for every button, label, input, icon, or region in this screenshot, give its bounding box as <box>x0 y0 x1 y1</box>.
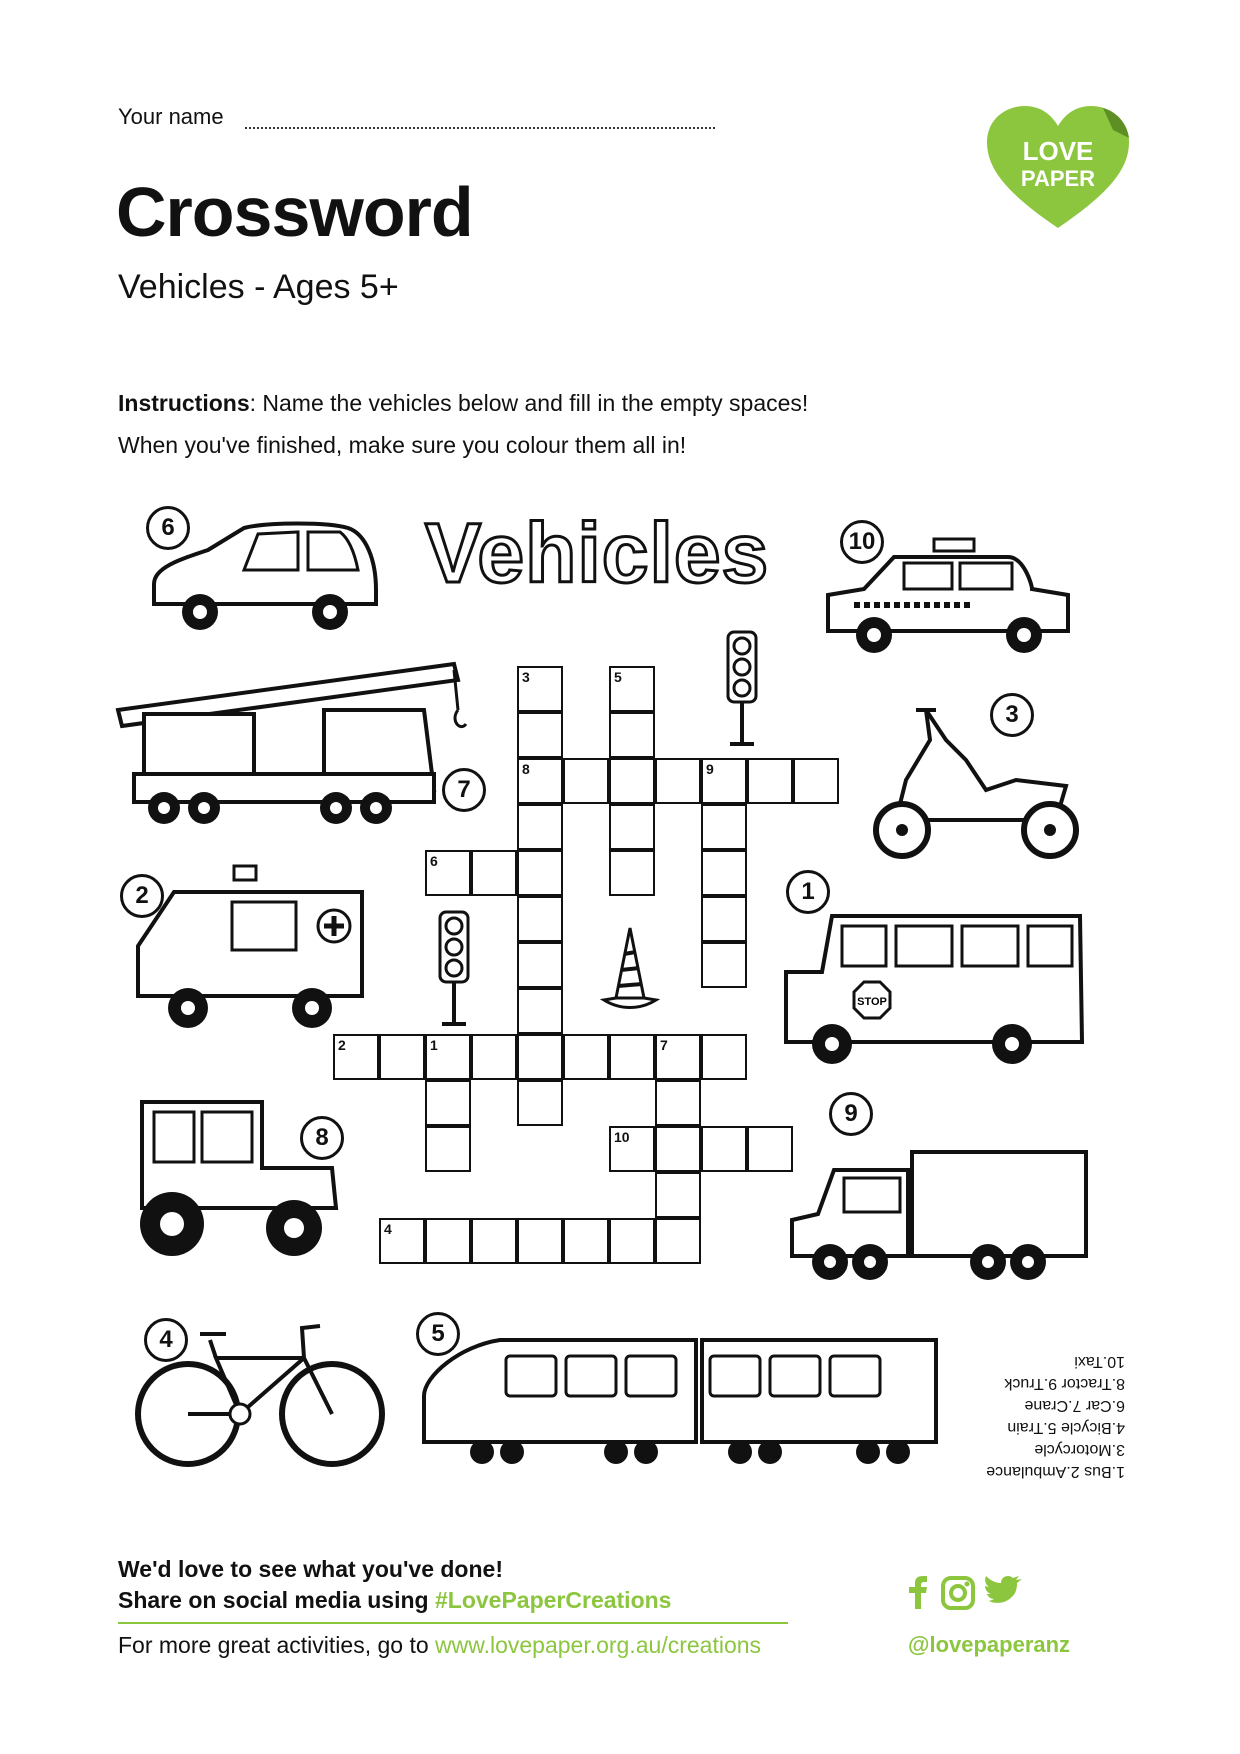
clue-number: 9 <box>706 761 714 777</box>
instructions-line-1 <box>118 390 808 417</box>
clue-number: 3 <box>522 669 530 685</box>
crossword-cell[interactable] <box>517 1034 563 1080</box>
crossword-cell[interactable] <box>517 896 563 942</box>
crossword-cell[interactable] <box>609 850 655 896</box>
crossword-cell[interactable] <box>609 1126 655 1172</box>
instructions-line-2: When you've finished, make sure you colour them all in! <box>118 432 687 458</box>
crossword-cell[interactable] <box>425 1126 471 1172</box>
truck-illustration <box>788 1150 1090 1284</box>
clue-number: 1 <box>430 1037 438 1053</box>
crossword-cell[interactable] <box>655 1172 701 1218</box>
crossword-cell[interactable] <box>701 758 747 804</box>
badge-bicycle: 4 <box>144 1318 188 1362</box>
answer-key <box>955 1350 1125 1482</box>
clue-number: 6 <box>430 853 438 869</box>
crossword-cell[interactable] <box>517 1080 563 1126</box>
crossword-cell[interactable] <box>563 758 609 804</box>
crossword-cell[interactable] <box>609 712 655 758</box>
crossword-cell[interactable] <box>425 850 471 896</box>
answer-line: 4.Bicycle 5.Train <box>1007 1419 1125 1436</box>
clue-number: 4 <box>384 1221 392 1237</box>
crossword-cell[interactable] <box>333 1034 379 1080</box>
crossword-cell[interactable] <box>609 666 655 712</box>
crossword-cell[interactable] <box>701 850 747 896</box>
crossword-cell[interactable] <box>609 758 655 804</box>
crossword-cell[interactable] <box>701 942 747 988</box>
crossword-cell[interactable] <box>747 1126 793 1172</box>
crossword-cell[interactable] <box>563 1034 609 1080</box>
answer-line: 6.Car 7.Crane <box>1024 1397 1125 1414</box>
page-title: Crossword <box>116 173 473 251</box>
footer-hashtag: #LovePaperCreations <box>434 1587 672 1613</box>
footer-share-text: Share on social media using <box>118 1587 435 1613</box>
crossword-cell[interactable] <box>517 1218 563 1264</box>
crossword-cell[interactable] <box>379 1218 425 1264</box>
instructions-text: : Name the vehicles below and fill in the empty spaces! <box>249 390 809 416</box>
badge-bus: 1 <box>786 870 830 914</box>
train-illustration <box>420 1336 940 1466</box>
crossword-cell[interactable] <box>517 666 563 712</box>
crossword-cell[interactable] <box>517 942 563 988</box>
name-label: Your name <box>118 104 224 129</box>
clue-number: 10 <box>614 1129 630 1145</box>
crossword-cell[interactable] <box>563 1218 609 1264</box>
badge-motorcycle: 3 <box>990 693 1034 737</box>
crossword-cell[interactable] <box>517 850 563 896</box>
badge-taxi: 10 <box>840 520 884 564</box>
crossword-cell[interactable] <box>379 1034 425 1080</box>
badge-tractor: 8 <box>300 1116 344 1160</box>
badge-truck: 9 <box>829 1092 873 1136</box>
motorcycle-illustration <box>866 700 1086 860</box>
social-icons <box>905 1575 1025 1611</box>
crossword-cell[interactable] <box>425 1080 471 1126</box>
twitter-icon <box>985 1576 1022 1603</box>
crossword-cell[interactable] <box>471 1034 517 1080</box>
crossword-cell[interactable] <box>793 758 839 804</box>
footer-more-text: For more great activities, go to <box>118 1632 436 1658</box>
stop-sign-text: STOP <box>857 996 887 1008</box>
answer-line: 8.Tractor 9.Truck <box>1004 1375 1125 1392</box>
clue-number: 7 <box>660 1037 668 1053</box>
crossword-cell[interactable] <box>655 1080 701 1126</box>
crossword-cell[interactable] <box>517 758 563 804</box>
answer-line: 3.Motorcycle <box>1034 1441 1125 1458</box>
crossword-cell[interactable] <box>701 804 747 850</box>
badge-car: 6 <box>146 506 190 550</box>
crossword-cell[interactable] <box>425 1218 471 1264</box>
traffic-cone-icon <box>600 924 660 1010</box>
answer-line: 1.Bus 2.Ambulance <box>986 1463 1125 1480</box>
crossword-cell[interactable] <box>747 758 793 804</box>
social-handle[interactable]: @lovepaperanz <box>908 1632 1071 1657</box>
footer-line-2 <box>118 1587 671 1614</box>
traffic-light-icon <box>436 910 472 1028</box>
love-paper-logo <box>985 104 1131 232</box>
crossword-cell[interactable] <box>517 804 563 850</box>
instagram-icon <box>943 1578 973 1608</box>
traffic-light-icon <box>724 630 760 748</box>
name-field[interactable] <box>245 127 715 129</box>
crossword-cell[interactable] <box>701 896 747 942</box>
bus-illustration <box>782 912 1087 1067</box>
crossword-cell[interactable] <box>701 1126 747 1172</box>
badge-crane: 7 <box>442 768 486 812</box>
crossword-cell[interactable] <box>655 1218 701 1264</box>
crossword-cell[interactable] <box>517 988 563 1034</box>
crossword-cell[interactable] <box>655 1034 701 1080</box>
crossword-cell[interactable] <box>609 804 655 850</box>
footer-url-link[interactable]: www.lovepaper.org.au/creations <box>435 1632 762 1658</box>
answer-line: 10.Taxi <box>1074 1353 1125 1370</box>
ambulance-illustration <box>134 866 366 1036</box>
crossword-cell[interactable] <box>655 1126 701 1172</box>
crossword-cell[interactable] <box>609 1034 655 1080</box>
badge-train: 5 <box>416 1312 460 1356</box>
crossword-cell[interactable] <box>425 1034 471 1080</box>
logo-line1: LOVE <box>1022 136 1094 166</box>
crossword-cell[interactable] <box>471 850 517 896</box>
instructions-label: Instructions <box>118 390 250 416</box>
crossword-cell[interactable] <box>655 758 701 804</box>
crane-illustration <box>114 650 474 830</box>
clue-number: 5 <box>614 669 622 685</box>
footer-divider <box>118 1622 788 1624</box>
footer-line-3 <box>118 1632 761 1659</box>
puzzle-title: Vehicles <box>425 506 770 600</box>
crossword-cell[interactable] <box>701 1034 747 1080</box>
crossword-cell[interactable] <box>471 1218 517 1264</box>
footer-line-1: We'd love to see what you've done! <box>118 1556 503 1582</box>
clue-number: 2 <box>338 1037 346 1053</box>
badge-ambulance: 2 <box>120 874 164 918</box>
clue-number: 8 <box>522 761 530 777</box>
crossword-cell[interactable] <box>517 712 563 758</box>
logo-line2: PAPER <box>1020 166 1096 191</box>
page-subtitle: Vehicles - Ages 5+ <box>118 268 399 306</box>
facebook-icon <box>909 1576 927 1609</box>
crossword-cell[interactable] <box>609 1218 655 1264</box>
